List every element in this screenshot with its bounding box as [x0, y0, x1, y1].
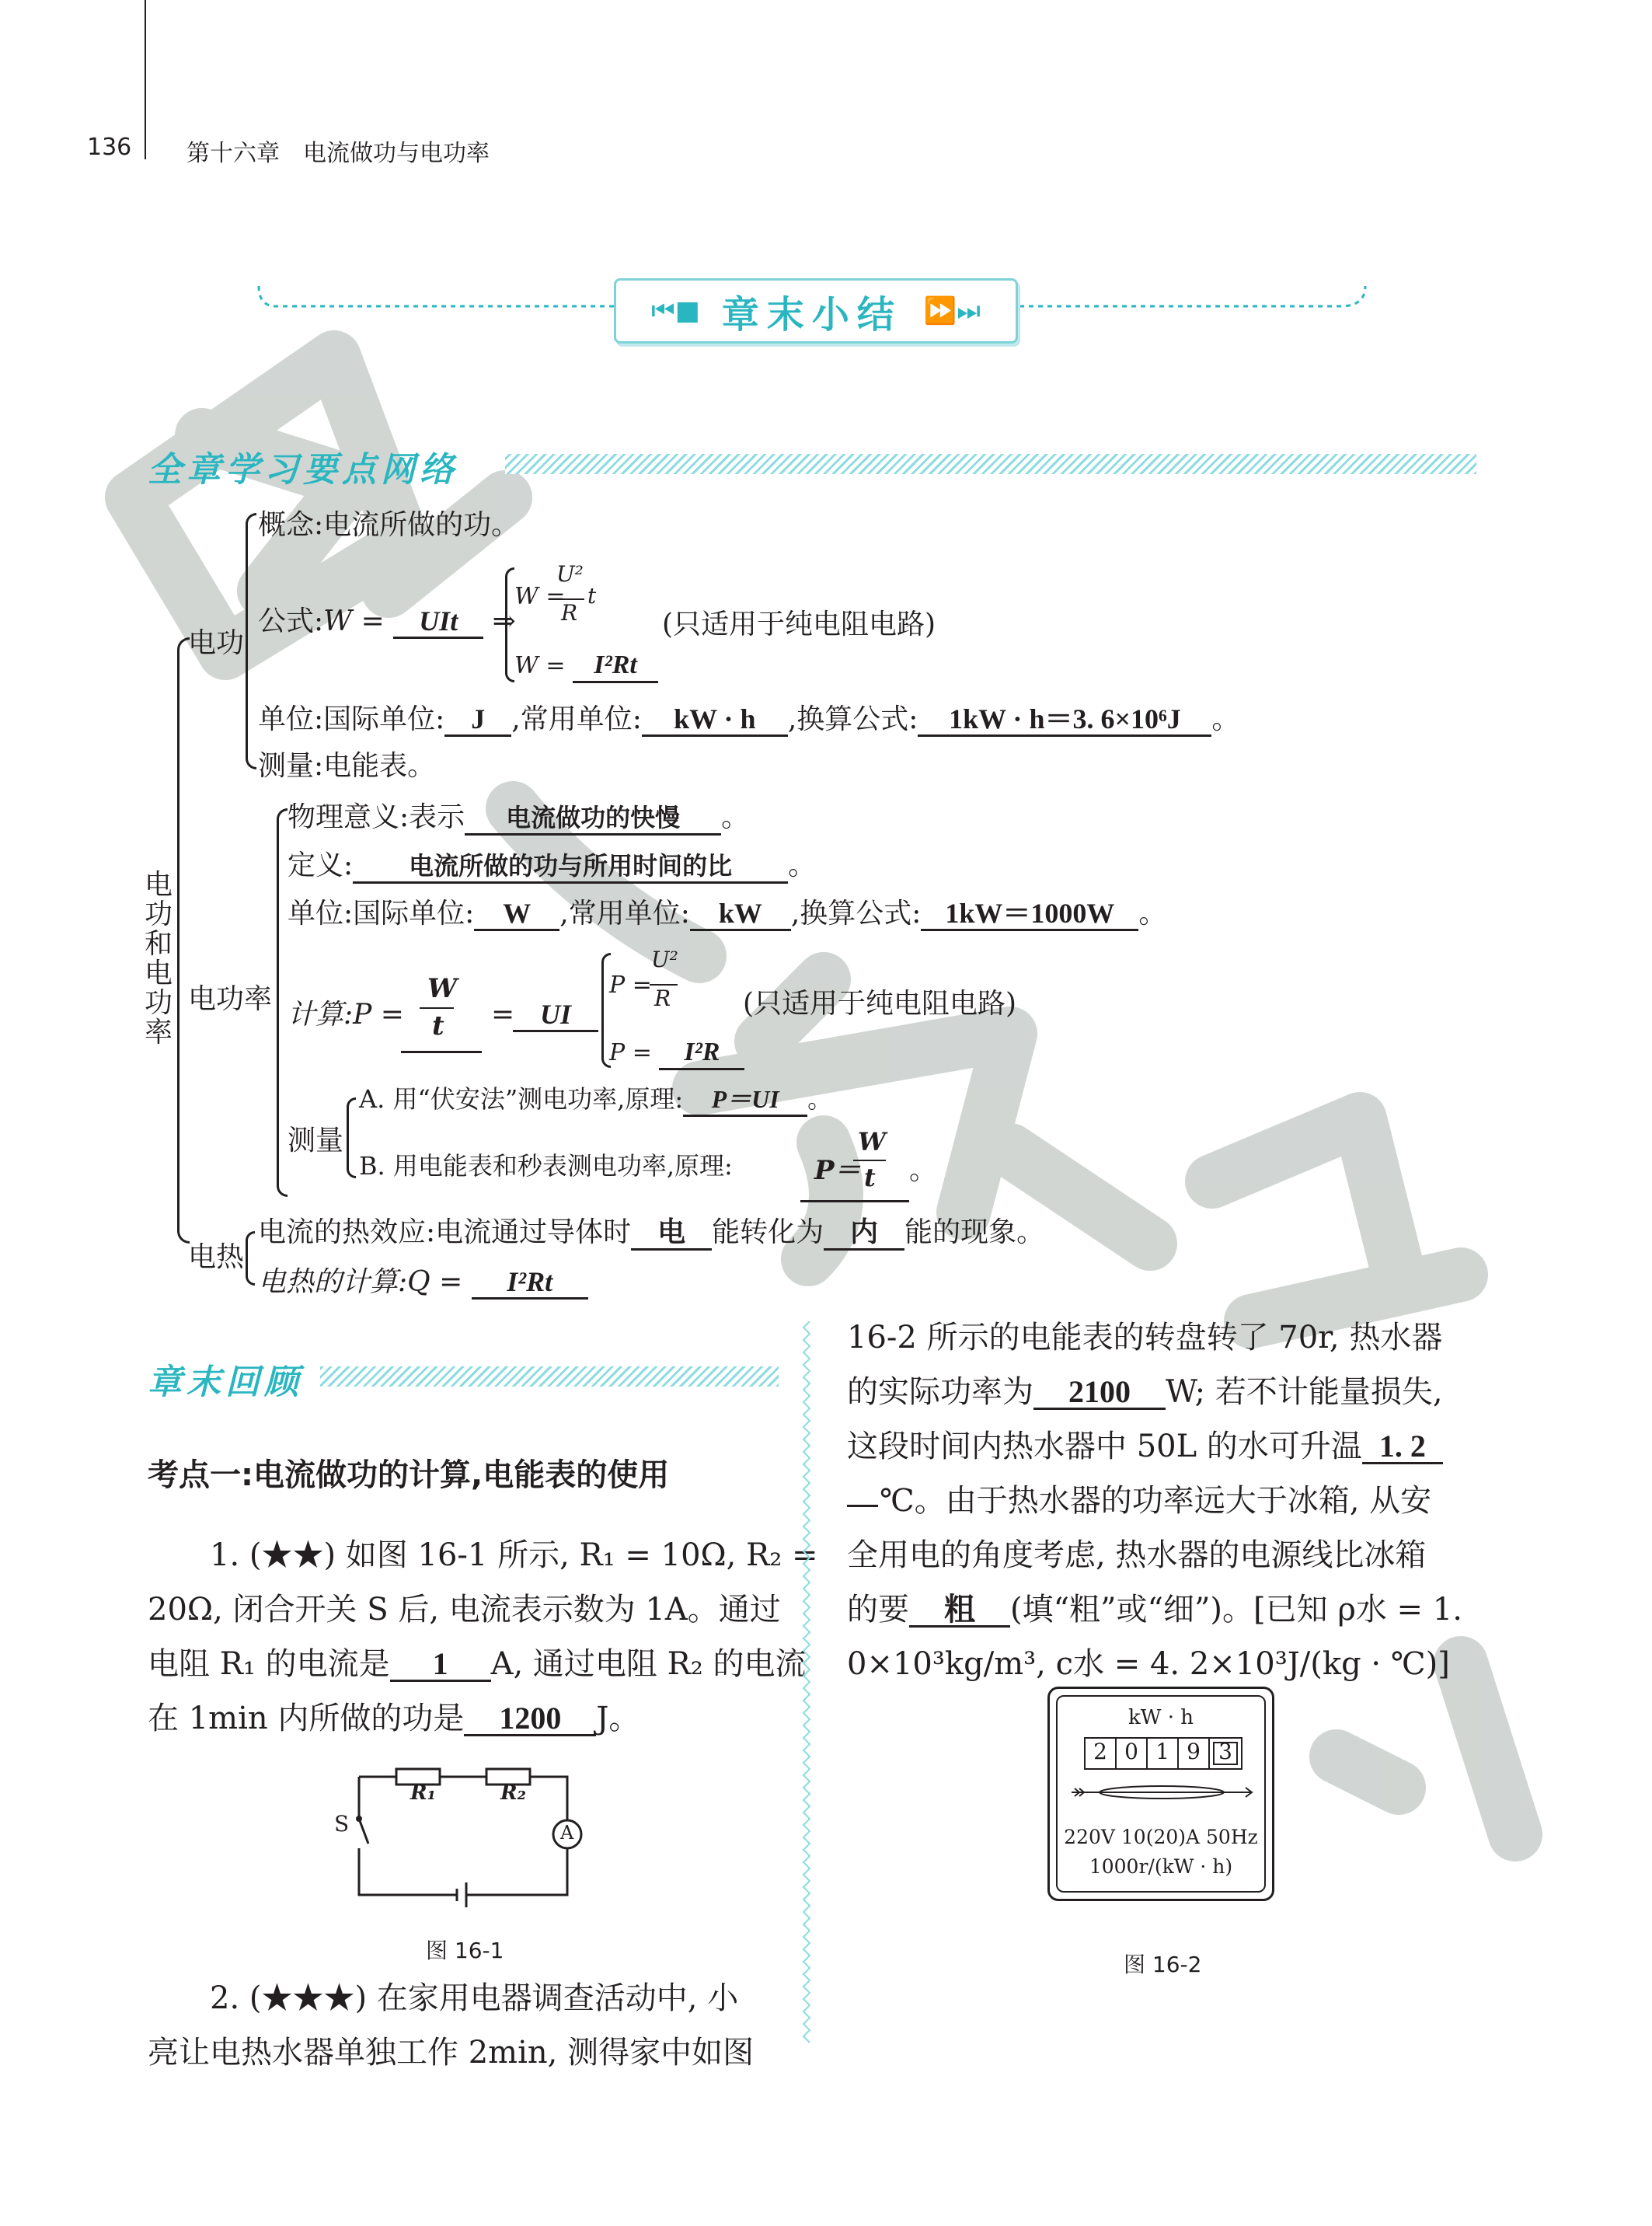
dr-effect — [258, 1216, 1044, 1251]
fig1-ammeter-label: A — [560, 1822, 574, 1844]
dg-formula-prefix: 公式: — [258, 605, 324, 637]
dg-measure: 测量:电能表。 — [258, 750, 436, 782]
q1-answer-1: 1 — [390, 1649, 491, 1682]
dgl-calc-prefix — [288, 998, 404, 1032]
q1-line-3b: A, 通过电阻 R₂ 的电流 — [490, 1646, 807, 1682]
dgl-note: (只适用于纯电阻电路) — [743, 988, 1017, 1020]
dgl-ma-text: A. 用“伏安法”测电功率,原理: — [359, 1084, 684, 1114]
dgl-measure-a — [359, 1082, 832, 1117]
dgl-mb-end: 。 — [909, 1154, 938, 1186]
section1-hatch — [505, 454, 1476, 474]
dgl-unit — [288, 897, 1166, 931]
dg-sub1-den: R — [561, 600, 578, 626]
dgl-ma-answer: P＝UI — [683, 1083, 807, 1117]
dgl-mb-den: t — [864, 1163, 876, 1192]
meter-digit-5: 3 — [1210, 1739, 1241, 1768]
dgl-meaning-answer: 电流做功的快慢 — [465, 802, 721, 836]
dg-unit-answer-2: kW · h — [642, 703, 788, 737]
dg-brace — [246, 513, 256, 769]
energy-meter — [1047, 1687, 1274, 1901]
meter-unit: kW · h — [1127, 1706, 1194, 1729]
dg-sub1-t: t — [587, 583, 597, 609]
banner-right-icons: ⏩⏭ — [923, 295, 981, 326]
dg-note: (只适用于纯电阻电路) — [662, 609, 936, 640]
dg-sub2-lhs: W = — [514, 652, 566, 679]
dg-unit-answer-1: J — [444, 703, 511, 737]
q1-line-1: 1. (★★) 如图 16-1 所示, R₁ = 10Ω, R₂ = — [210, 1537, 818, 1573]
dgl-ma-end: 。 — [807, 1084, 833, 1114]
dgl-meaning-b: 。 — [721, 801, 750, 833]
dgl-sub2-lhs: P = — [609, 1039, 652, 1066]
dg-sub2-answer: I²Rt — [573, 650, 658, 683]
section1-title: 全章学习要点网络 — [148, 450, 458, 490]
dgl-meaning — [288, 801, 749, 836]
dr-effect-answer-1: 电 — [631, 1217, 712, 1251]
meter-disc — [1068, 1781, 1255, 1804]
dgl-sub1-den: R — [654, 986, 671, 1011]
root-brace — [177, 637, 190, 1244]
q2-line-4b: W; 若不计能量损失, — [1166, 1374, 1443, 1410]
dr-calc-a: 电热的计算:Q = — [258, 1266, 463, 1298]
q2-line-9: 0×10³kg/m³, c水 = 4. 2×10³J/(kg · ℃)] — [847, 1646, 1450, 1682]
dgl-sub2-answer: I²R — [659, 1037, 744, 1070]
dr-effect-answer-2: 内 — [824, 1217, 904, 1251]
q1-line-4 — [148, 1691, 640, 1746]
dgl-unit-answer-1: W — [474, 898, 559, 931]
dgl-measure-label: 测量 — [288, 1125, 344, 1157]
dgl-label: 电功率 — [188, 983, 273, 1015]
dr-calc-answer: I²Rt — [472, 1266, 588, 1300]
dg-formula-brace — [505, 567, 514, 682]
dgl-calc-a: 计算:P = — [288, 999, 404, 1031]
q2-line-1: 2. (★★★) 在家用电器调查活动中, 小 — [210, 1980, 739, 2016]
q2-answer-2: 1. 2 — [1362, 1431, 1443, 1464]
meter-digits — [1084, 1737, 1242, 1770]
meter-digit-3: 1 — [1148, 1739, 1179, 1768]
dgl-calc-num: W — [427, 973, 458, 1004]
banner-title: 章末小结 — [721, 292, 902, 337]
dgl-unit-c: ,换算公式: — [790, 898, 922, 930]
dgl-unit-answer-2: kW — [690, 898, 791, 931]
fig1-r1-label: R₁ — [410, 1781, 436, 1805]
meter-spec-2: 1000r/(kW · h) — [1089, 1855, 1233, 1878]
dgl-meaning-a: 物理意义:表示 — [288, 801, 465, 833]
dg-unit-b: ,常用单位: — [511, 703, 642, 735]
meter-digit-2: 0 — [1117, 1739, 1148, 1768]
page-number: 136 — [87, 134, 132, 161]
dgl-unit-a: 单位:国际单位: — [288, 898, 475, 930]
meter-digit-4: 9 — [1179, 1739, 1210, 1768]
dgl-mb-num: W — [858, 1127, 886, 1157]
dgl-mb-pre: P＝ — [814, 1155, 861, 1186]
banner-box — [614, 278, 1018, 344]
dg-unit-c: ,换算公式: — [787, 703, 918, 735]
dgl-mb-bar — [853, 1160, 886, 1161]
dr-effect-a: 电流的热效应:电流通过导体时 — [258, 1216, 632, 1248]
dgl-brace — [277, 808, 288, 1197]
dg-unit-answer-3: 1kW · h＝3. 6×10⁶J — [918, 703, 1211, 737]
dr-calc — [258, 1265, 588, 1300]
dg-unit-a: 单位:国际单位: — [258, 703, 445, 735]
dg-formula-w: W = — [323, 605, 385, 637]
dg-label: 电功 — [188, 627, 245, 659]
q2-line-6-blank — [847, 1505, 878, 1507]
meter-digit-1: 2 — [1086, 1739, 1117, 1768]
dgl-calc-eq: = — [491, 999, 515, 1031]
dg-unit — [258, 703, 1239, 737]
dgl-unit-answer-3: 1kW＝1000W — [921, 898, 1138, 931]
dr-effect-c: 能的现象。 — [904, 1216, 1045, 1248]
dgl-definition — [288, 849, 816, 884]
q1-line-3a: 电阻 R₁ 的电流是 — [148, 1646, 390, 1682]
dg-unit-d: 。 — [1211, 703, 1240, 735]
dg-formula — [258, 605, 516, 639]
header-rule — [145, 0, 146, 159]
q2-line-4 — [847, 1365, 1443, 1419]
fig2-caption: 图 16-2 — [1124, 1952, 1202, 1977]
dgl-mb-underline — [800, 1200, 909, 1202]
fig1-r2-label: R₂ — [500, 1781, 526, 1805]
dgl-calc-den: t — [432, 1010, 444, 1041]
dr-effect-b: 能转化为 — [712, 1216, 824, 1248]
fig1-switch-label: S — [334, 1811, 350, 1837]
q2-line-8 — [847, 1582, 1462, 1637]
dg-formula-arrow: ⇒ — [492, 605, 516, 637]
q2-line-8b: (填“粗”或“细”)。[已知 ρ水 = 1. — [1010, 1592, 1462, 1628]
q2-answer-1: 2100 — [1033, 1376, 1166, 1410]
meter-spec-1: 220V 10(20)A 50Hz — [1064, 1826, 1258, 1848]
dgl-def-answer: 电流所做的功与所用时间的比 — [353, 850, 788, 884]
dg-formula-answer: UIt — [393, 605, 483, 639]
dgl-sub1-lhs: P = — [609, 972, 652, 999]
section2-title: 章末回顾 — [148, 1362, 303, 1402]
q2-line-5a: 这段时间内热水器中 50L 的水可升温 — [847, 1429, 1362, 1464]
dg-sub1-top: U² — [556, 561, 584, 587]
q2-line-3: 16-2 所示的电能表的转盘转了 70r, 热水器 — [847, 1320, 1443, 1355]
chapter-title: 第十六章 电流做功与电功率 — [186, 140, 490, 167]
dgl-sub1-num: U² — [651, 947, 678, 972]
dgl-calc-answer: UI — [513, 999, 598, 1032]
tree-root-label: 电功和电功率 — [145, 869, 173, 1048]
q1-line-2: 20Ω, 闭合开关 S 后, 电流表示数为 1A。通过 — [148, 1592, 781, 1628]
dr-brace — [246, 1231, 255, 1286]
q2-line-6: ℃。由于热水器的功率远大于冰箱, 从安 — [880, 1483, 1432, 1519]
dgl-def-b: 。 — [788, 850, 817, 881]
q1-line-4b: J。 — [596, 1701, 640, 1736]
dgl-def-a: 定义: — [288, 850, 354, 881]
q2-line-4a: 的实际功率为 — [847, 1374, 1033, 1410]
dgl-measure-brace — [347, 1097, 356, 1178]
dgl-measure-b: B. 用电能表和秒表测电功率,原理: — [359, 1151, 733, 1181]
section2-hatch — [320, 1366, 779, 1387]
dgl-unit-b: ,常用单位: — [559, 898, 690, 930]
q1-answer-2: 1200 — [464, 1703, 596, 1736]
q1-line-3 — [148, 1637, 807, 1691]
dg-concept: 概念:电流所做的功。 — [258, 509, 520, 541]
q2-line-2: 亮让电热水器单独工作 2min, 测得家中如图 — [148, 2035, 755, 2071]
dgl-sub2 — [609, 1037, 744, 1070]
dr-label: 电热 — [188, 1241, 245, 1273]
fig1-caption: 图 16-1 — [426, 1938, 504, 1963]
dgl-unit-d: 。 — [1138, 898, 1167, 930]
point1-title: 考点一:电流做功的计算,电能表的使用 — [148, 1457, 670, 1493]
q2-line-5 — [847, 1419, 1443, 1474]
dg-sub1-lhs: W = — [514, 583, 566, 610]
q2-line-8a: 的要 — [847, 1592, 909, 1628]
column-divider — [800, 1321, 819, 2067]
q2-answer-3: 粗 — [909, 1594, 1010, 1628]
q2-line-7: 全用电的角度考虑, 热水器的电源线比冰箱 — [847, 1537, 1427, 1573]
dgl-calc-bar — [420, 1007, 454, 1009]
banner-left-icons: ⏮■ — [651, 295, 700, 326]
dgl-calc-answer-wrap — [513, 998, 598, 1032]
q1-line-4a: 在 1min 内所做的功是 — [148, 1701, 465, 1736]
dgl-calc-underline — [401, 1051, 482, 1053]
dg-sub2 — [514, 650, 658, 683]
